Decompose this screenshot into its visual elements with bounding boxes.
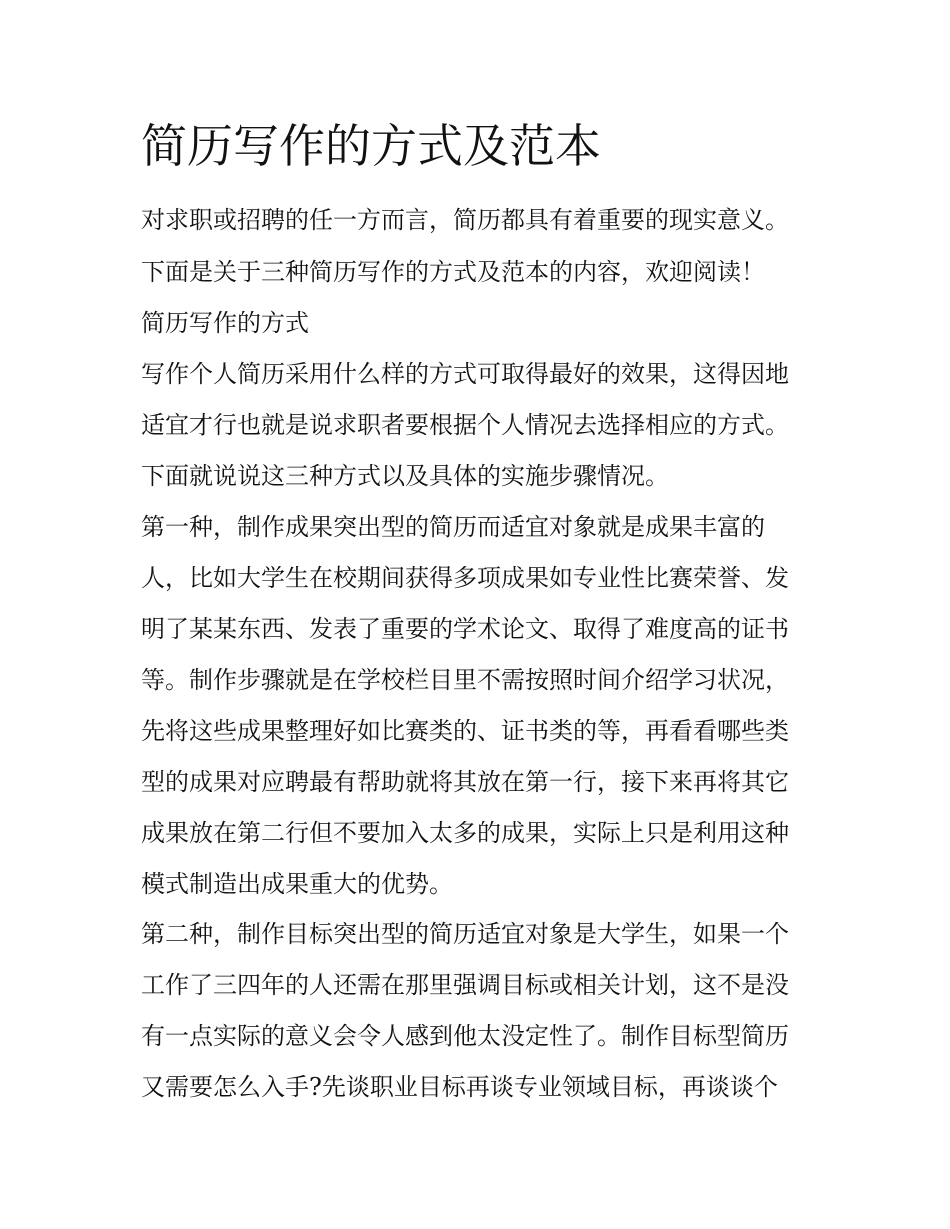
text-line: 人，比如大学生在校期间获得多项成果如专业性比赛荣誉、发	[141, 564, 789, 592]
text-line: 下面是关于三种简历写作的方式及范本的内容，欢迎阅读！	[141, 258, 765, 286]
text-line: 下面就说说这三种方式以及具体的实施步骤情况。	[141, 462, 669, 490]
text-line: 明了某某东西、发表了重要的学术论文、取得了难度高的证书	[141, 615, 789, 643]
text-line: 型的成果对应聘最有帮助就将其放在第一行，接下来再将其它	[141, 768, 789, 796]
text-line: 第一种，制作成果突出型的简历而适宜对象就是成果丰富的	[141, 513, 765, 541]
document-title: 简历写作的方式及范本	[141, 119, 601, 173]
text-line: 工作了三四年的人还需在那里强调目标或相关计划，这不是没	[141, 971, 789, 999]
text-line: 又需要怎么入手?先谈职业目标再谈专业领域目标，再谈谈个	[141, 1073, 778, 1101]
text-line: 对求职或招聘的任一方而言，简历都具有着重要的现实意义。	[141, 206, 789, 234]
text-line: 第二种，制作目标突出型的简历适宜对象是大学生，如果一个	[141, 920, 789, 948]
text-line: 成果放在第二行但不要加入太多的成果，实际上只是利用这种	[141, 819, 789, 847]
section-heading: 简历写作的方式	[141, 309, 309, 337]
text-line: 模式制造出成果重大的优势。	[141, 870, 453, 898]
text-line: 适宜才行也就是说求职者要根据个人情况去选择相应的方式。	[141, 411, 789, 439]
text-line: 有一点实际的意义会令人感到他太没定性了。制作目标型简历	[141, 1022, 789, 1050]
text-line: 先将这些成果整理好如比赛类的、证书类的等，再看看哪些类	[141, 717, 789, 745]
text-line: 写作个人简历采用什么样的方式可取得最好的效果，这得因地	[141, 360, 789, 388]
text-line: 等。制作步骤就是在学校栏目里不需按照时间介绍学习状况，	[141, 666, 789, 694]
